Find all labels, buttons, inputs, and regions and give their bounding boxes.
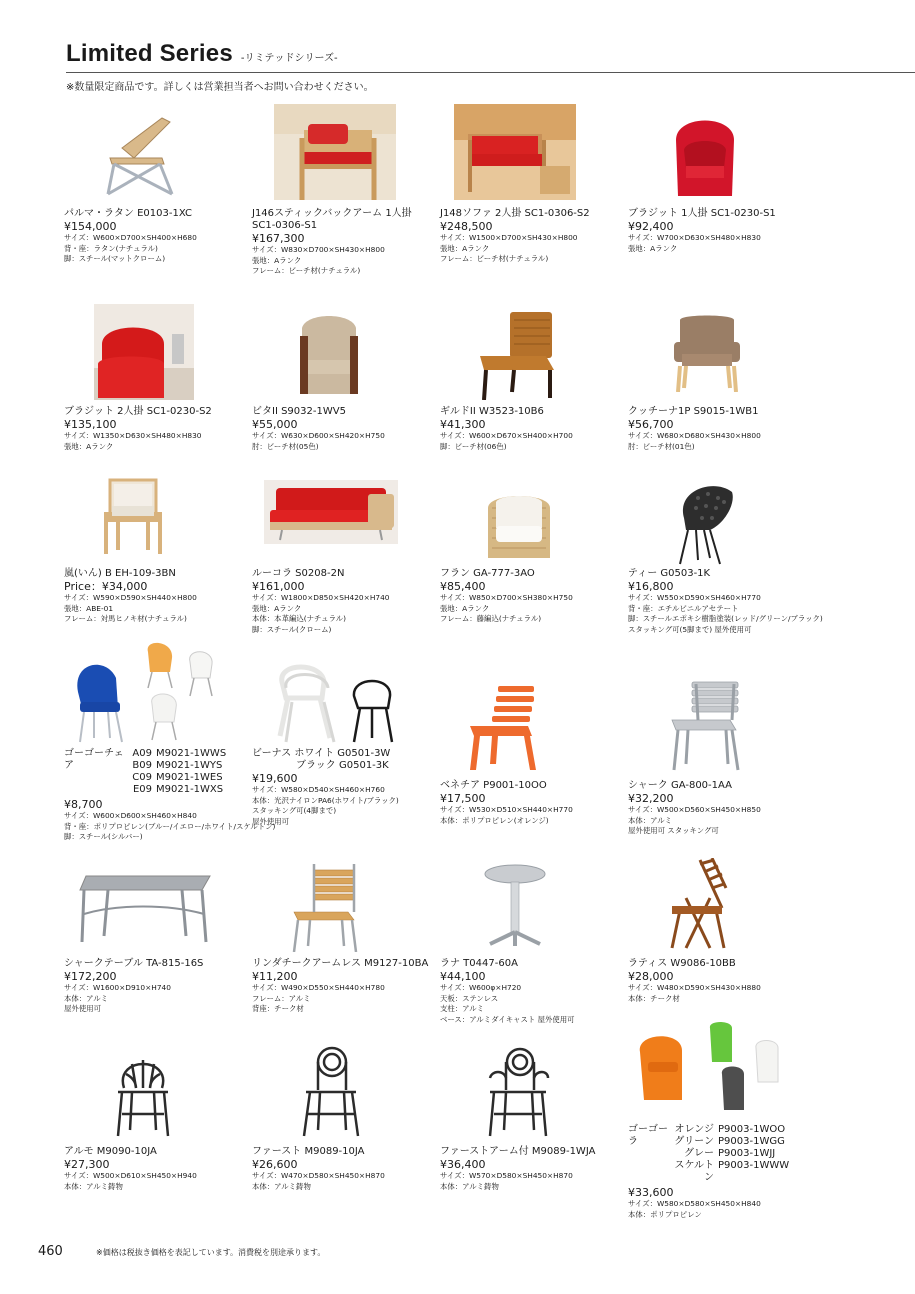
product-spec: フレーム：ビーチ材(ナチュラル) — [440, 254, 549, 263]
product-spec: 張地：Aランク — [64, 441, 114, 451]
product-name: フラン GA-777-3AO — [440, 568, 535, 579]
product-spec: 張地：Aランク — [440, 243, 490, 253]
variant-sku: P9003-1WJJ — [718, 1148, 776, 1159]
product-spec: サイズ：W600×D700×SH400×H680 — [64, 233, 197, 242]
product-spec: サイズ：W480×D590×SH430×H880 — [628, 983, 761, 992]
product-spec: サイズ：W550×D590×SH460×H770 — [628, 593, 761, 602]
variant-sku: M9021-1WXS — [156, 784, 224, 795]
variant-table — [64, 748, 252, 796]
tax-footnote: ※価格は税抜き価格を表記しています。消費税を別途承ります。 — [96, 1248, 326, 1257]
product-name: ルーコラ S0208-2N — [252, 568, 345, 579]
product-spec: サイズ：W630×D600×SH420×H750 — [252, 431, 385, 440]
product-price: ¥55,000 — [252, 418, 298, 431]
product-price: ¥85,400 — [440, 580, 486, 593]
product-spec: サイズ：W590×D590×SH440×H800 — [64, 593, 197, 602]
variant-code: オレンジ — [674, 1124, 714, 1135]
product-spec: サイズ：W530×D510×SH440×H770 — [440, 805, 573, 814]
product-spec: 肘：ビーチ材(01色) — [628, 441, 695, 451]
variant-row — [132, 772, 226, 784]
product-name: ゴーゴーチェア — [64, 748, 124, 771]
product-image — [102, 108, 182, 196]
product-price: ¥28,000 — [628, 970, 674, 983]
product-name: ゴーゴーラ — [628, 1124, 668, 1147]
product-name: ブラジット 1人掛 SC1-0230-S1 — [628, 208, 776, 219]
product-spec: 本体：ポリプロピレン — [628, 1209, 702, 1219]
product-spec: サイズ：W1500×D700×SH430×H800 — [440, 233, 578, 242]
product-spec: スタッキング可(4脚まで) — [252, 806, 337, 815]
product-spec: 本体：アルミ鋳物 — [252, 1181, 311, 1191]
product-image — [672, 312, 742, 392]
product-name: ティー G0503-1K — [628, 568, 711, 579]
product-image — [264, 480, 398, 544]
page-header — [66, 40, 338, 68]
variant-table — [628, 1124, 816, 1184]
product-spec: 天板：ステンレス — [440, 993, 499, 1003]
variant-row — [132, 760, 226, 772]
product-name: J148ソファ 2人掛 SC1-0306-S2 — [440, 208, 590, 219]
product-name: J146スティックバックアーム 1人掛 SC1-0306-S1 — [252, 208, 412, 231]
product-price: ¥36,400 — [440, 1158, 486, 1171]
product-name: ラティス W9086-10BB — [628, 958, 736, 969]
product-name: ファースト M9089-10JA — [252, 1146, 365, 1157]
product-image — [484, 864, 546, 946]
product-spec: 本体：アルミ鋳物 — [440, 1181, 499, 1191]
product-spec: サイズ：W490×D550×SH440×H780 — [252, 983, 385, 992]
product-price: ¥172,200 — [64, 970, 117, 983]
variant-row — [672, 1148, 789, 1160]
product-name: リンダチークアームレス M9127-10BA — [252, 958, 429, 969]
product-spec: 本体：ポリプロピレン(オレンジ) — [440, 815, 549, 825]
variant-sku: P9003-1WWW — [718, 1160, 790, 1171]
product-name: ファーストアーム付 M9089-1WJA — [440, 1146, 596, 1157]
product-spec: サイズ：W700×D630×SH480×H830 — [628, 233, 761, 242]
product-name-secondary: ブラック G0501-3K — [296, 760, 389, 771]
product-spec: 張地：Aランク — [628, 243, 678, 253]
product-price: ¥16,800 — [628, 580, 674, 593]
product-spec: 屋外使用可 — [252, 816, 289, 826]
product-spec: サイズ：W600×D670×SH400×H700 — [440, 431, 573, 440]
product-image — [466, 684, 542, 772]
product-spec: 本体：アルミ — [64, 993, 109, 1003]
product-image — [114, 1048, 172, 1138]
product-spec: フレーム：対馬ヒノキ材(ナチュラル) — [64, 614, 187, 623]
product-image — [634, 1022, 784, 1118]
product-price: ¥154,000 — [64, 220, 117, 233]
product-spec: フレーム：アルミ — [252, 993, 311, 1003]
product-price: ¥167,300 — [252, 232, 305, 245]
product-spec: ベース：アルミダイキャスト 屋外使用可 — [440, 1014, 575, 1024]
variant-code: E09 — [132, 784, 152, 795]
product-spec: 背座：チーク材 — [252, 1004, 304, 1013]
product-name: クッチーナ1P S9015-1WB1 — [628, 406, 759, 417]
product-spec: 脚：スチール(マットクローム) — [64, 254, 166, 263]
product-name: シャークテーブル TA-815-16S — [64, 958, 204, 969]
product-spec: 本体：チーク材 — [628, 993, 680, 1003]
variant-row — [672, 1160, 789, 1184]
product-name: シャーク GA-800-1AA — [628, 780, 732, 791]
product-image — [674, 480, 738, 566]
limited-notice: ※数量限定商品です。詳しくは営業担当者へお問い合わせください。 — [66, 82, 374, 93]
product-image — [300, 1044, 362, 1138]
variant-sku: M9021-1WES — [156, 772, 223, 783]
product-spec: フレーム：藤編込(ナチュラル) — [440, 614, 542, 623]
product-image — [290, 860, 360, 952]
product-price: ¥19,600 — [252, 772, 298, 785]
page-subtitle: -リミテッドシリーズ- — [240, 53, 338, 64]
product-name: ギルドII W3523-10B6 — [440, 406, 544, 417]
product-name: ブラジット 2人掛 SC1-0230-S2 — [64, 406, 212, 417]
product-name: ベネチア P9001-10OO — [440, 780, 547, 791]
product-name: アルモ M9090-10JA — [64, 1146, 157, 1157]
product-image — [668, 680, 744, 772]
product-spec: サイズ：W470×D580×SH450×H870 — [252, 1171, 385, 1180]
product-spec: サイズ：W600φ×H720 — [440, 983, 522, 992]
product-price: ¥248,500 — [440, 220, 493, 233]
product-spec: サイズ：W600×D600×SH460×H840 — [64, 811, 197, 820]
variant-row — [672, 1124, 789, 1136]
product-spec: 張地：Aランク — [252, 603, 302, 613]
product-spec: サイズ：W680×D680×SH430×H800 — [628, 431, 761, 440]
product-price: ¥33,600 — [628, 1186, 674, 1199]
product-spec: 本体：光沢ナイロンPA6(ホワイト/ブラック) — [252, 795, 399, 805]
product-spec: サイズ：W1350×D630×SH480×H830 — [64, 431, 202, 440]
product-spec: サイズ：W580×D580×SH450×H840 — [628, 1199, 761, 1208]
product-spec: 支柱：アルミ — [440, 1004, 485, 1013]
page-title: Limited Series — [66, 40, 233, 67]
product-spec: フレーム：ビーチ材(ナチュラル) — [252, 266, 361, 275]
variant-row — [132, 748, 226, 760]
product-spec: 張地：Aランク — [440, 603, 490, 613]
page-number: 460 — [38, 1244, 63, 1259]
product-spec: スタッキング可(5脚まで) 屋外使用可 — [628, 624, 752, 634]
product-image — [72, 642, 232, 744]
variant-sku: M9021-1WYS — [156, 760, 223, 771]
variant-code: C09 — [132, 772, 152, 783]
product-image — [486, 1044, 550, 1138]
product-spec: 背・座：ラタン(ナチュラル) — [64, 243, 158, 253]
product-spec: 脚：ビーチ材(06色) — [440, 441, 507, 451]
product-image — [474, 310, 560, 400]
product-name: パルマ・ラタン E0103-1XC — [64, 208, 192, 219]
variant-row — [132, 784, 226, 796]
product-spec: 張地：ABE-01 — [64, 603, 114, 613]
product-name: ビーナス ホワイト G0501-3W — [252, 748, 391, 759]
product-spec: サイズ：W830×D700×SH430×H800 — [252, 245, 385, 254]
product-image — [94, 304, 194, 400]
product-spec: サイズ：W1600×D910×H740 — [64, 983, 171, 992]
product-image — [484, 488, 554, 560]
variant-code: グリーン — [674, 1136, 714, 1147]
product-price: ¥41,300 — [440, 418, 486, 431]
product-spec: サイズ：W500×D560×SH450×H850 — [628, 805, 761, 814]
variant-code: スケルトン — [674, 1160, 714, 1183]
product-image — [274, 104, 396, 200]
product-image — [100, 476, 166, 556]
variant-code: グレー — [684, 1148, 714, 1159]
product-spec: サイズ：W570×D580×SH450×H870 — [440, 1171, 573, 1180]
product-spec: 本体：アルミ鋳物 — [64, 1181, 123, 1191]
product-spec: 脚：スチール(シルバー) — [64, 832, 143, 841]
product-name: ラナ T0447-60A — [440, 958, 518, 969]
variant-sku: P9003-1WGG — [718, 1136, 785, 1147]
variant-sku: M9021-1WWS — [156, 748, 227, 759]
product-price: ¥32,200 — [628, 792, 674, 805]
product-spec: 脚：スチール(クローム) — [252, 624, 332, 634]
product-image — [454, 104, 576, 200]
product-spec: 屋外使用可 スタッキング可 — [628, 826, 719, 835]
product-spec: サイズ：W1800×D850×SH420×H740 — [252, 593, 390, 602]
product-price: ¥135,100 — [64, 418, 117, 431]
product-spec: 肘：ビーチ材(05色) — [252, 441, 319, 451]
product-name: ビタII S9032-1WV5 — [252, 406, 346, 417]
product-spec: サイズ：W850×D700×SH380×H750 — [440, 593, 573, 602]
product-price: ¥161,000 — [252, 580, 305, 593]
product-spec: 脚：スチールエポキシ樹脂塗装(レッド/グリーン/ブラック) — [628, 614, 823, 623]
product-image — [296, 308, 362, 394]
header-rule — [66, 72, 915, 73]
product-image — [666, 858, 728, 950]
product-spec: 背・座：ポリプロピレン(ブルー/イエロー/ホワイト/スケルトン) — [64, 821, 276, 831]
product-spec: 張地：Aランク — [252, 255, 302, 265]
product-spec: サイズ：W500×D610×SH450×H940 — [64, 1171, 197, 1180]
product-price: ¥26,600 — [252, 1158, 298, 1171]
product-price: ¥56,700 — [628, 418, 674, 431]
variant-code: B09 — [132, 760, 152, 771]
variant-row — [672, 1136, 789, 1148]
product-price: ¥17,500 — [440, 792, 486, 805]
product-spec: 背・座：エチルビニルアセテート — [628, 603, 739, 613]
product-spec: 本体：本革編込(ナチュラル) — [252, 614, 347, 623]
product-price: ¥92,400 — [628, 220, 674, 233]
product-image — [78, 874, 212, 944]
product-price: Price：¥34,000 — [64, 580, 148, 593]
product-image — [672, 110, 738, 200]
product-spec: サイズ：W580×D540×SH460×H760 — [252, 785, 385, 794]
product-spec: 屋外使用可 — [64, 1004, 101, 1013]
product-image — [272, 662, 396, 744]
product-price: ¥27,300 — [64, 1158, 110, 1171]
product-price: ¥11,200 — [252, 970, 298, 983]
product-spec: 本体：アルミ — [628, 815, 673, 825]
product-price: ¥44,100 — [440, 970, 486, 983]
product-price: ¥8,700 — [64, 798, 103, 811]
product-name: 嵐(いん) B EH-109-3BN — [64, 568, 176, 579]
variant-code: A09 — [132, 748, 152, 759]
variant-sku: P9003-1WOO — [718, 1124, 786, 1135]
